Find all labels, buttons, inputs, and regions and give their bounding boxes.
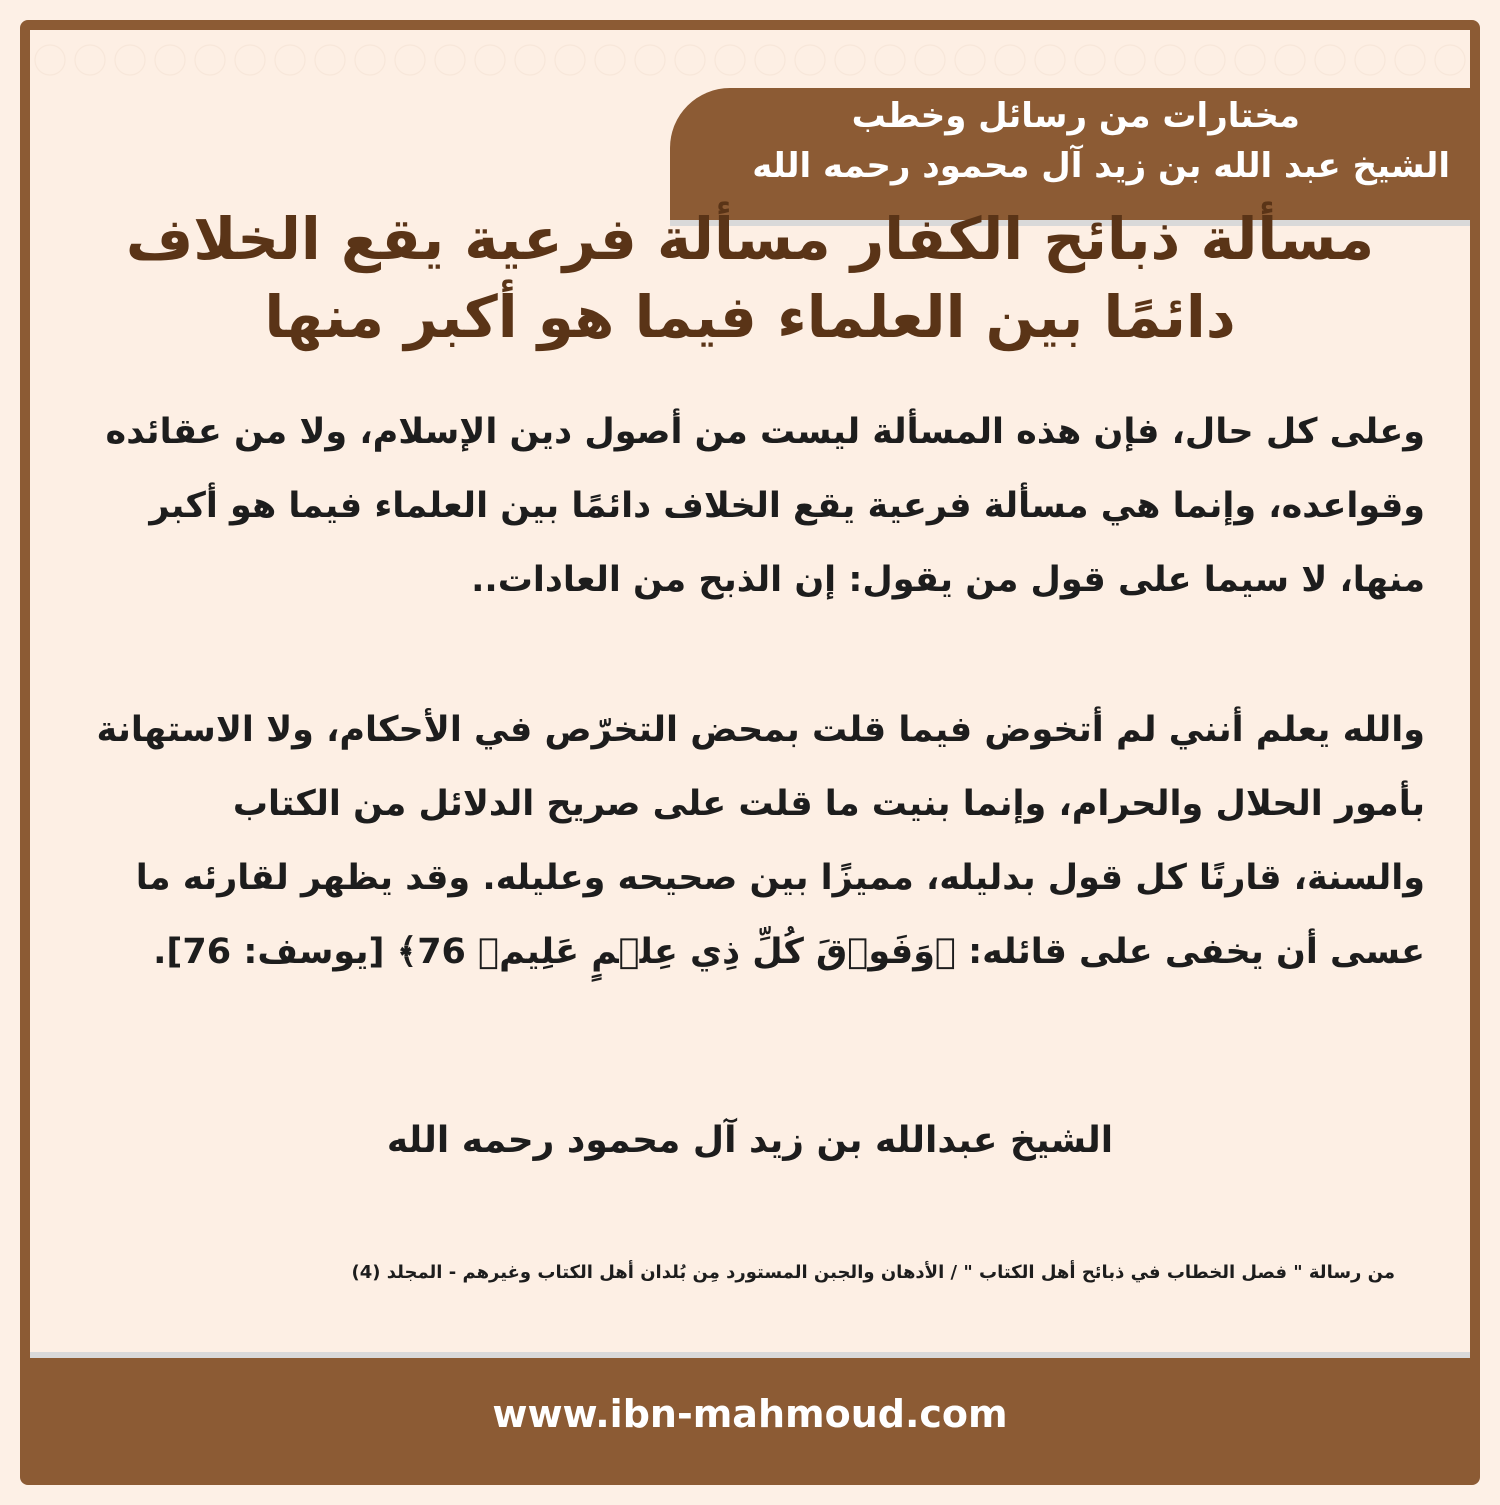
decorative-pattern	[30, 30, 1470, 90]
header-author-name: الشيخ عبد الله بن زيد آل محمود رحمه الله	[752, 146, 1450, 186]
header-series-title: مختارات من رسائل وخطب	[851, 96, 1300, 136]
paragraph-2: والله يعلم أنني لم أتخوض فيما قلت بمحض التخرّص في الأحكام، ولا الاستهانة بأمور الحلال والحرام، وإنما بنيت ما قلت على صريح الدلائل من الكتاب والسنة، قارنًا كل قول بدليله، مميزًا بين صحيحه وعليله. وقد يظهر لقارئه ما عسى أن يخفى على قائله: ﴿وَفَوۡقَ كُلِّ ذِي عِلۡمٍ عَلِيمٞ 76﴾ [يوسف: 76].	[96, 710, 1425, 972]
website-url: www.ibn-mahmoud.com	[492, 1392, 1008, 1436]
paragraph-1: وعلى كل حال، فإن هذه المسألة ليست من أصول دين الإسلام، ولا من عقائده وقواعده، وإنما هي مسألة فرعية يقع الخلاف دائمًا بين العلماء فيما هو أكبر منها، لا سيما على قول من يقول: إن الذبح من العادات..	[105, 412, 1425, 600]
source-citation: من رسالة " فصل الخطاب في ذبائح أهل الكتاب " / الأدهان والجبن المستورد مِن بُلدان أهل الكتاب وغيرهم - المجلد (4)	[351, 1262, 1395, 1283]
page-title: مسألة ذبائح الكفار مسألة فرعية يقع الخلاف دائمًا بين العلماء فيما هو أكبر منها	[125, 205, 1375, 351]
signature: الشيخ عبدالله بن زيد آل محمود رحمه الله	[386, 1120, 1114, 1161]
